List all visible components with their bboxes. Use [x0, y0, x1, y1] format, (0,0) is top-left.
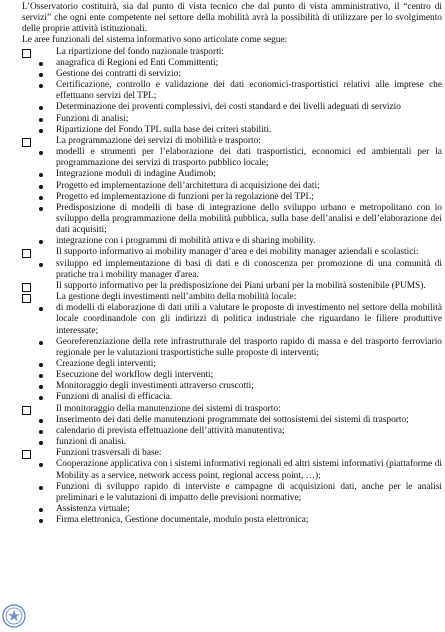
section-title: Il monitoraggio della manutenzione dei sistemi di trasporto: — [56, 403, 281, 414]
bullet-icon — [39, 196, 43, 200]
list-item — [22, 169, 442, 180]
document-body — [22, 2, 442, 526]
intro-paragraph: L’Osservatorio costituirà, sia dal punto di vista tecnico che dal punto di vista amministrativo, il “centro di servizi” che ogni ente competente nel settore della mobilità avrà la possibilità di utilizzare per lo svolgimento delle proprie attività istituzionali. — [22, 2, 442, 35]
official-seal-icon — [2, 604, 26, 628]
list-item-text: funzioni di analisi. — [56, 437, 127, 448]
bullet-icon — [39, 508, 43, 512]
list-item — [22, 437, 442, 448]
list-item-text: Esecuzione del workflow degli interventi; — [56, 370, 214, 381]
list-item-text: Firma elettronica, Gestione documentale, modulo posta elettronica; — [56, 515, 309, 526]
section-items — [22, 147, 442, 247]
section-title: La gestione degli investimenti nell’ambito della mobilità locale: — [56, 292, 297, 303]
list-item-text: Georeferenziazione della rete infrastrutturale del trasporto rapido di massa e del trasporto ferroviario regionale per le valutazioni trasportistiche sulle proposte di interventi; — [56, 336, 442, 358]
bullet-icon — [39, 118, 43, 122]
list-item-text: Gestione dei contratti di servizio; — [56, 68, 181, 79]
list-item-text: Cooperazione applicativa con i sistemi informativi regionali ed altri sistemi informativi (piattaforme di Mobility as a service, network access point, regional access point, …); — [56, 459, 442, 481]
list-item — [22, 515, 442, 526]
bullet-icon — [39, 62, 43, 66]
list-item — [22, 303, 442, 336]
functional-areas-list — [22, 47, 442, 527]
list-item — [22, 337, 442, 359]
checkbox-icon — [22, 406, 31, 415]
list-item — [22, 147, 442, 169]
section-items — [22, 259, 442, 281]
list-item-text: Certificazione, controllo e validazione dei dati economici-trasportistici relativi alle imprese che effettuano servizi del TPL; — [56, 80, 442, 102]
section-items — [22, 415, 442, 448]
list-item-text: Progetto ed implementazione dell’architettura di acquisizione dei dati; — [56, 180, 320, 191]
section-items — [22, 58, 442, 136]
list-item-text: Funzioni di sviluppo rapido di interviste e campagne di acquisizioni dati, anche per le analisi preliminari e le valutazioni di impatto delle previsioni normative; — [56, 481, 442, 503]
bullet-icon — [39, 73, 43, 77]
section-title: Il supporto informativo per la predisposizione dei Piani urbani per la mobilità sostenibile (PUMS). — [56, 280, 426, 291]
list-item-text: Monitoraggio degli investimenti attraverso cruscotti; — [56, 381, 254, 392]
bullet-icon — [39, 419, 43, 423]
list-item — [22, 80, 442, 102]
list-item-text: Creazione degli interventi; — [56, 359, 156, 369]
list-item — [22, 181, 442, 192]
bullet-icon — [39, 385, 43, 389]
list-item — [22, 359, 442, 370]
bullet-icon — [39, 106, 43, 110]
section-heading — [22, 47, 442, 58]
list-item — [22, 482, 442, 504]
list-item — [22, 203, 442, 236]
list-item-text: Funzioni di analisi di efficacia. — [56, 392, 173, 403]
list-item-text: Predisposizione di modelli di base di integrazione dello sviluppo urbano e metropolitano con lo sviluppo della programmazione della mobilità pubblica, sulla base dell’analisi e dell’elaborazione dei dati acquisiti; — [56, 202, 442, 236]
list-item — [22, 504, 442, 515]
section-heading — [22, 404, 442, 415]
list-item — [22, 426, 442, 437]
bullet-icon — [39, 151, 43, 155]
list-item — [22, 381, 442, 392]
list-item-text: Inserimento dei dati delle manutenzioni programmate dei sottosistemi dei sistemi di trasporto; — [56, 414, 409, 425]
bullet-icon — [39, 363, 43, 367]
list-item — [22, 370, 442, 381]
list-item-text: sviluppo ed implementazione di basi di dati e di conoscenza per promozione di una comunità di pratiche tra i mobility manager d'area. — [56, 258, 442, 280]
section-items — [22, 303, 442, 403]
checkbox-icon — [22, 138, 31, 147]
checkbox-icon — [22, 49, 31, 58]
bullet-icon — [39, 341, 43, 345]
intro-lead: Le aree funzionali del sistema informativo sono articolate come segue: — [22, 35, 288, 46]
section-title: Funzioni trasversali di base: — [56, 448, 162, 459]
list-item — [22, 114, 442, 125]
list-item — [22, 192, 442, 203]
list-item-text: Integrazione moduli di indagine Audimob; — [56, 169, 216, 180]
list-item — [22, 102, 442, 113]
section-heading — [22, 247, 442, 258]
section-title: La ripartizione del fondo nazionale trasporti: — [56, 46, 224, 57]
list-item — [22, 392, 442, 403]
section-heading — [22, 292, 442, 303]
list-item — [22, 69, 442, 80]
bullet-icon — [39, 207, 43, 211]
list-item — [22, 125, 442, 136]
section-heading — [22, 136, 442, 147]
section-heading — [22, 448, 442, 459]
bullet-icon — [39, 263, 43, 267]
list-item-text: Funzioni di analisi; — [56, 113, 129, 124]
checkbox-icon — [22, 450, 31, 459]
list-item-text: anagrafica di Regioni ed Enti Committenti; — [56, 57, 219, 68]
list-item — [22, 58, 442, 69]
section-heading — [22, 281, 442, 292]
bullet-icon — [39, 185, 43, 189]
bullet-icon — [39, 396, 43, 400]
section-title: Il supporto informativo ai mobility manager d’area e dei mobility manager aziendali e scolastici: — [56, 247, 419, 258]
bullet-icon — [39, 307, 43, 311]
list-item — [22, 459, 442, 481]
list-item-text: integrazione con i programmi di mobilità attiva e di sharing mobility. — [56, 236, 316, 247]
list-item-text: Progetto ed implementazione di funzioni per la regolazione del TPL; — [56, 191, 314, 202]
bullet-icon — [39, 374, 43, 378]
list-item-text: modelli e strumenti per l’elaborazione dei dati trasportistici, economici ed ambientali per la programmazione dei servizi di trasporto pubblico locale; — [56, 147, 442, 169]
bullet-icon — [39, 486, 43, 490]
bullet-icon — [39, 173, 43, 177]
bullet-icon — [39, 84, 43, 88]
bullet-icon — [39, 519, 43, 523]
checkbox-icon — [22, 294, 31, 303]
list-item — [22, 259, 442, 281]
checkbox-icon — [22, 283, 31, 292]
list-item-text: Assistenza virtuale; — [56, 504, 130, 515]
bullet-icon — [39, 441, 43, 445]
list-item-text: calendario di prevista effettuazione dell’attività manutentiva; — [56, 425, 285, 436]
list-item — [22, 415, 442, 426]
bullet-icon — [39, 240, 43, 244]
section-items — [22, 459, 442, 526]
checkbox-icon — [22, 249, 31, 258]
list-item — [22, 236, 442, 247]
section-title: La programmazione dei servizi di mobilità e trasporto: — [56, 135, 261, 146]
list-item-text: Ripartizione del Fondo TPL sulla base dei criteri stabiliti. — [56, 124, 272, 135]
bullet-icon — [39, 430, 43, 434]
list-item-text: Determinazione dei proventi complessivi, dei costi standard e dei livelli adeguati di servizio — [56, 102, 401, 113]
list-item-text: di modelli di elaborazione di dati utili a valutare le proposte di investimento nel settore della mobilità locale coordinandole con gli indirizzi di politica industriale che riguardano le filiere produttive interessate; — [56, 303, 442, 336]
bullet-icon — [39, 129, 43, 133]
bullet-icon — [39, 463, 43, 467]
